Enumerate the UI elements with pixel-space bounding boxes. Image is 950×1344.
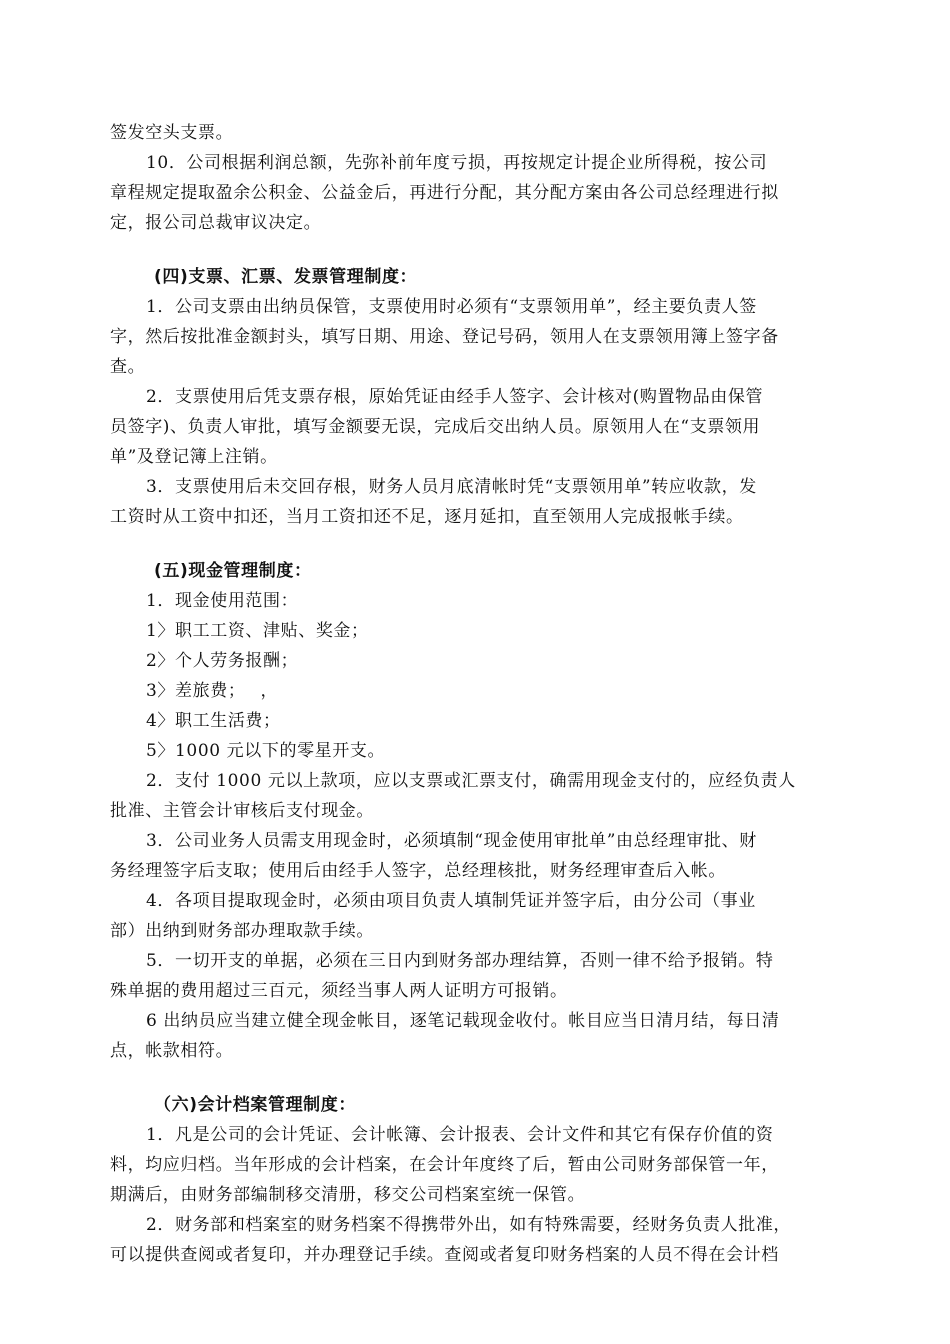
paragraph-line: 2．支付 1000 元以上款项，应以支票或汇票支付，确需用现金支付的，应经负责人 (146, 771, 796, 791)
paragraph-line: 1．凡是公司的会计凭证、会计帐簿、会计报表、会计文件和其它有保存价值的资 (146, 1125, 774, 1145)
paragraph-line: 工资时从工资中扣还，当月工资扣还不足，逐月延扣，直至领用人完成报帐手续。 (110, 507, 744, 527)
paragraph-line: 1．公司支票由出纳员保管，支票使用时必须有“支票领用单”，经主要负责人签 (146, 297, 757, 317)
document-page (110, 118, 838, 1270)
section-gap (110, 532, 838, 556)
paragraph-line: 3〉差旅费； ， (146, 681, 279, 701)
paragraph-line: 1〉职工工资、津贴、奖金； (146, 621, 369, 641)
paragraph (110, 472, 838, 532)
paragraph-line: 章程规定提取盈余公积金、公益金后，再进行分配，其分配方案由各公司总经理进行拟 (110, 183, 779, 203)
paragraph-line: 5．一切开支的单据，必须在三日内到财务部办理结算，否则一律不给予报销。特 (146, 951, 774, 971)
paragraph (110, 292, 838, 382)
section-gap (110, 1066, 838, 1090)
paragraph-line: 定，报公司总裁审议决定。 (110, 213, 322, 233)
paragraph (110, 382, 838, 472)
paragraph (110, 676, 838, 706)
section-heading: (四)支票、汇票、发票管理制度： (154, 267, 418, 287)
paragraph (110, 148, 838, 238)
paragraph-line: 字，然后按批准金额封头，填写日期、用途、登记号码，领用人在支票领用簿上签字备 (110, 327, 779, 347)
paragraph-line: 务经理签字后支取；使用后由经手人签字，总经理核批，财务经理审查后入帐。 (110, 861, 726, 881)
paragraph (110, 736, 838, 766)
paragraph (110, 586, 838, 616)
paragraph-line: 批准、主管会计审核后支付现金。 (110, 801, 374, 821)
paragraph-line: 3．支票使用后未交回存根，财务人员月底清帐时凭“支票领用单”转应收款，发 (146, 477, 757, 497)
paragraph (110, 1006, 838, 1066)
paragraph-line: 期满后，由财务部编制移交清册，移交公司档案室统一保管。 (110, 1185, 586, 1205)
paragraph-line: 1．现金使用范围： (146, 591, 299, 611)
section-gap (110, 238, 838, 262)
paragraph-line: 料，均应归档。当年形成的会计档案，在会计年度终了后，暂由公司财务部保管一年， (110, 1155, 779, 1175)
paragraph (110, 946, 838, 1006)
paragraph (110, 1120, 838, 1210)
paragraph-line: 殊单据的费用超过三百元，须经当事人两人证明方可报销。 (110, 981, 568, 1001)
paragraph (110, 826, 838, 886)
paragraph-line: 查。 (110, 357, 146, 377)
paragraph-line: 6 出纳员应当建立健全现金帐目，逐笔记载现金收付。帐目应当日清月结，每日清 (146, 1011, 780, 1031)
paragraph-line: 10．公司根据利润总额，先弥补前年度亏损，再按规定计提企业所得税，按公司 (146, 153, 768, 173)
paragraph-line: 点，帐款相符。 (110, 1041, 234, 1061)
paragraph-line: 4．各项目提取现金时，必须由项目负责人填制凭证并签字后，由分公司（事业 (146, 891, 756, 911)
paragraph (110, 1210, 838, 1270)
paragraph-line: 单”及登记簿上注销。 (110, 447, 278, 467)
paragraph-line: 2．财务部和档案室的财务档案不得携带外出，如有特殊需要，经财务负责人批准， (146, 1215, 792, 1235)
section-heading: （六)会计档案管理制度： (154, 1095, 356, 1115)
paragraph (110, 706, 838, 736)
paragraph-line: 3．公司业务人员需支用现金时，必须填制“现金使用审批单”由总经理审批、财 (146, 831, 757, 851)
paragraph (110, 616, 838, 646)
paragraph-line: 部）出纳到财务部办理取款手续。 (110, 921, 374, 941)
paragraph-line: 可以提供查阅或者复印，并办理登记手续。查阅或者复印财务档案的人员不得在会计档 (110, 1245, 779, 1265)
paragraph (110, 886, 838, 946)
paragraph-line: 5〉1000 元以下的零星开支。 (146, 741, 386, 761)
paragraph-line: 4〉职工生活费； (146, 711, 281, 731)
paragraph (110, 646, 838, 676)
paragraph-line: 2〉个人劳务报酬； (146, 651, 299, 671)
paragraph-line: 员签字)、负责人审批，填写金额要无误，完成后交出纳人员。原领用人在“支票领用 (110, 417, 761, 437)
text-line: 签发空头支票。 (110, 123, 234, 143)
paragraph-line: 2．支票使用后凭支票存根，原始凭证由经手人签字、会计核对(购置物品由保管 (146, 387, 764, 407)
section-heading: (五)现金管理制度： (154, 561, 312, 581)
paragraph (110, 766, 838, 826)
